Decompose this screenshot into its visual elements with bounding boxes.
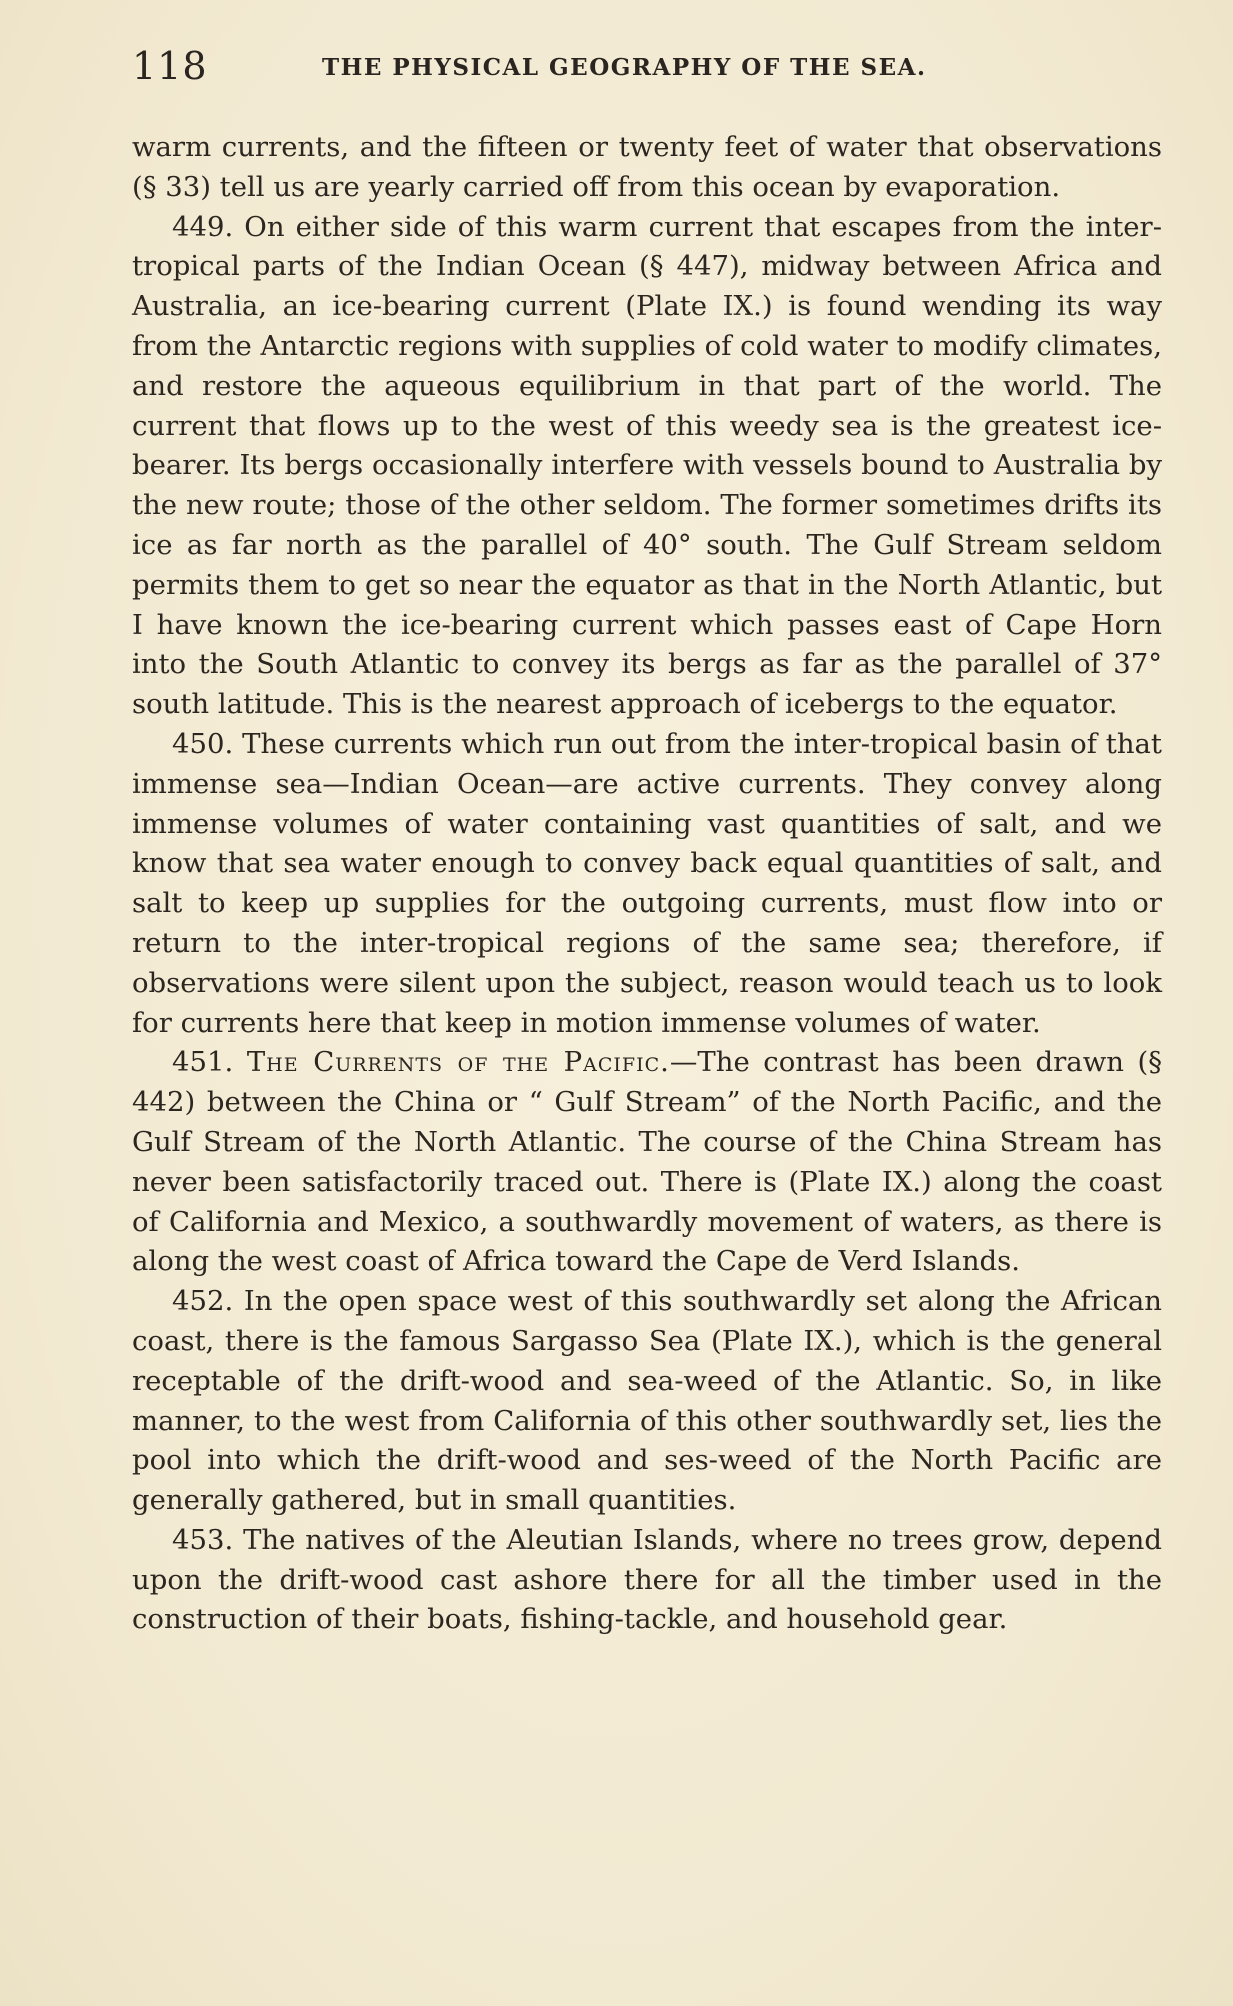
paragraph-continuation: warm currents, and the fifteen or twenty feet of water that observations (§ 33) tell us are yearly carried off from this ocean by evaporation. [132,131,1162,203]
page-header [132,44,1162,94]
paragraph-451-body: —The contrast has been drawn (§ 442) between the China or “ Gulf Stream” of the North Pacific, and the Gulf Stream of the North Atlantic. The course of the China Stream has never been satisfactorily traced out. There is (Plate IX.) along the coast of California and Mexico, a southwardly movement of waters, as there is along the west coast of Africa toward the Cape de Verd Islands. [132,1046,1163,1278]
paragraph-449: 449. On either side of this warm current that escapes from the inter-tropical parts of the Indian Ocean (§ 447), midway between Africa and Australia, an ice-bearing current (Plate IX.) is found wending its way from the Antarctic regions with supplies of cold water to modify climates, and restore the aqueous equilibrium in that part of the world. The current that flows up to the west of this weedy sea is the greatest ice-bearer. Its bergs occasionally interfere with vessels bound to Australia by the new route; those of the other seldom. The former sometimes drifts its ice as far north as the parallel of 40° south. The Gulf Stream seldom permits them to get so near the equator as that in the North Atlantic, but I have known the ice-bearing current which passes east of Cape Horn into the South Atlantic to convey its bergs as far as the parallel of 37° south latitude. This is the nearest approach of icebergs to the equator. [132,210,1162,721]
paragraph-450: 450. These currents which run out from the inter-tropical basin of that immense sea—Indian Ocean—are active currents. They convey along immense volumes of water containing vast quantities of salt, and we know that sea water enough to convey back equal quantities of salt, and salt to keep up supplies for the outgoing currents, must flow into or return to the inter-tropical regions of the same sea; therefore, if observations were silent upon the subject, reason would teach us to look for currents here that keep in motion immense volumes of water. [132,727,1162,1039]
paragraph-451 [132,1043,1162,1282]
body-text [132,128,1162,1640]
paragraph-451-number: 451. [172,1046,234,1079]
section-heading-pacific-currents: The Currents of the Pacific. [246,1046,670,1079]
running-head: THE PHYSICAL GEOGRAPHY OF THE SEA. [322,54,927,81]
page-number: 118 [132,44,208,88]
paragraph-453: 453. The natives of the Aleutian Islands, where no trees grow, depend upon the drift-wood cast ashore there for all the timber used in the construction of their boats, fishing-tackle, and household gear. [132,1523,1162,1636]
paragraph-452: 452. In the open space west of this southwardly set along the African coast, there is the famous Sargasso Sea (Plate IX.), which is the general receptable of the drift-wood and sea-weed of the Atlantic. So, in like manner, to the west from California of this other southwardly set, lies the pool into which the drift-wood and ses-weed of the North Pacific are generally gathered, but in small quantities. [132,1285,1162,1517]
